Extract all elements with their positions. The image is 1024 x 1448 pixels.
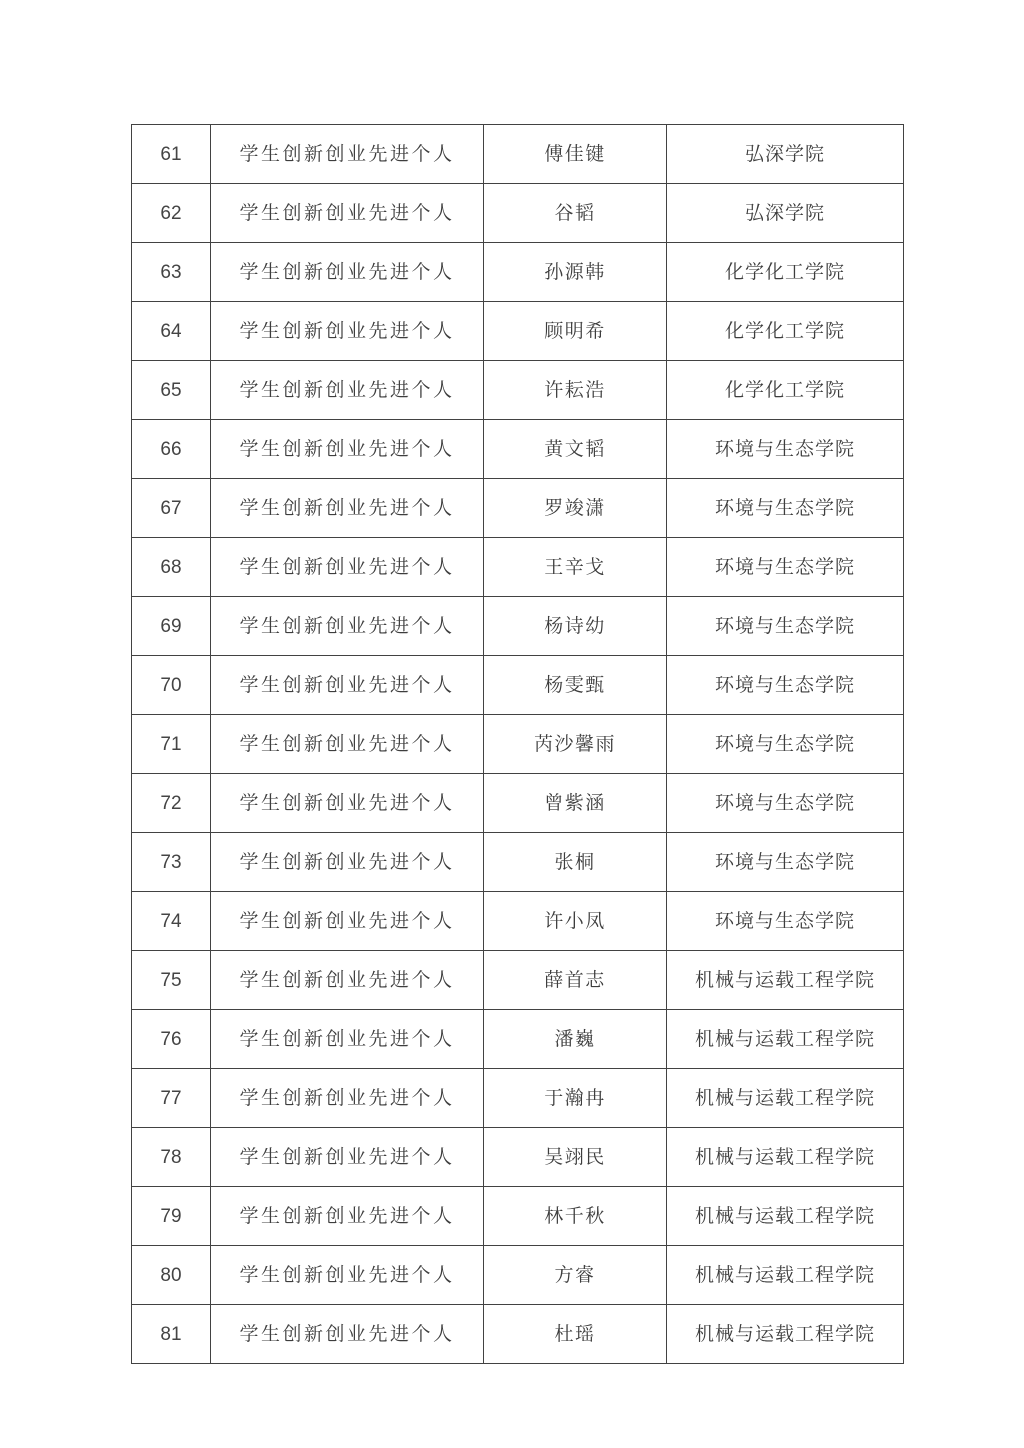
table-row [132,715,904,774]
table-row [132,184,904,243]
awards-table-body [132,125,904,1364]
table-row [132,1010,904,1069]
award-name-cell: 学生创新创业先进个人 [211,302,484,361]
row-number-cell: 62 [132,184,211,243]
table-row [132,597,904,656]
table-row [132,892,904,951]
award-name-cell: 学生创新创业先进个人 [211,656,484,715]
award-name-cell: 学生创新创业先进个人 [211,125,484,184]
college-name-cell: 环境与生态学院 [667,774,904,833]
row-number-cell: 67 [132,479,211,538]
table-row [132,420,904,479]
award-name-cell: 学生创新创业先进个人 [211,538,484,597]
row-number-cell: 65 [132,361,211,420]
table-row [132,243,904,302]
table-row [132,951,904,1010]
row-number-cell: 78 [132,1128,211,1187]
award-name-cell: 学生创新创业先进个人 [211,951,484,1010]
row-number-cell: 71 [132,715,211,774]
award-name-cell: 学生创新创业先进个人 [211,479,484,538]
award-name-cell: 学生创新创业先进个人 [211,1010,484,1069]
person-name-cell: 傅佳键 [484,125,667,184]
person-name-cell: 芮沙馨雨 [484,715,667,774]
person-name-cell: 杜瑶 [484,1305,667,1364]
person-name-cell: 顾明希 [484,302,667,361]
person-name-cell: 许小凤 [484,892,667,951]
college-name-cell: 环境与生态学院 [667,833,904,892]
person-name-cell: 曾紫涵 [484,774,667,833]
college-name-cell: 机械与运载工程学院 [667,951,904,1010]
college-name-cell: 化学化工学院 [667,302,904,361]
awards-table [131,124,904,1364]
table-row [132,1305,904,1364]
table-row [132,1187,904,1246]
row-number-cell: 70 [132,656,211,715]
person-name-cell: 于瀚冉 [484,1069,667,1128]
table-row [132,479,904,538]
college-name-cell: 化学化工学院 [667,243,904,302]
table-row [132,656,904,715]
college-name-cell: 机械与运载工程学院 [667,1246,904,1305]
row-number-cell: 79 [132,1187,211,1246]
person-name-cell: 张桐 [484,833,667,892]
award-name-cell: 学生创新创业先进个人 [211,597,484,656]
person-name-cell: 杨诗幼 [484,597,667,656]
person-name-cell: 罗竣潇 [484,479,667,538]
award-name-cell: 学生创新创业先进个人 [211,715,484,774]
row-number-cell: 63 [132,243,211,302]
row-number-cell: 74 [132,892,211,951]
table-row [132,361,904,420]
table-row [132,1069,904,1128]
row-number-cell: 66 [132,420,211,479]
award-name-cell: 学生创新创业先进个人 [211,1128,484,1187]
person-name-cell: 谷韬 [484,184,667,243]
person-name-cell: 吴翊民 [484,1128,667,1187]
row-number-cell: 81 [132,1305,211,1364]
college-name-cell: 环境与生态学院 [667,656,904,715]
table-row [132,538,904,597]
row-number-cell: 73 [132,833,211,892]
table-row [132,125,904,184]
college-name-cell: 环境与生态学院 [667,715,904,774]
award-name-cell: 学生创新创业先进个人 [211,243,484,302]
award-name-cell: 学生创新创业先进个人 [211,1187,484,1246]
row-number-cell: 77 [132,1069,211,1128]
person-name-cell: 潘巍 [484,1010,667,1069]
person-name-cell: 林千秋 [484,1187,667,1246]
college-name-cell: 机械与运载工程学院 [667,1187,904,1246]
person-name-cell: 杨雯甄 [484,656,667,715]
award-name-cell: 学生创新创业先进个人 [211,1305,484,1364]
row-number-cell: 64 [132,302,211,361]
award-name-cell: 学生创新创业先进个人 [211,420,484,479]
row-number-cell: 69 [132,597,211,656]
college-name-cell: 环境与生态学院 [667,597,904,656]
row-number-cell: 72 [132,774,211,833]
college-name-cell: 机械与运载工程学院 [667,1305,904,1364]
row-number-cell: 68 [132,538,211,597]
award-name-cell: 学生创新创业先进个人 [211,833,484,892]
table-row [132,302,904,361]
person-name-cell: 薛首志 [484,951,667,1010]
college-name-cell: 机械与运载工程学院 [667,1128,904,1187]
table-row [132,833,904,892]
person-name-cell: 孙源韩 [484,243,667,302]
person-name-cell: 许耘浩 [484,361,667,420]
person-name-cell: 黄文韬 [484,420,667,479]
row-number-cell: 76 [132,1010,211,1069]
award-name-cell: 学生创新创业先进个人 [211,184,484,243]
award-name-cell: 学生创新创业先进个人 [211,1069,484,1128]
college-name-cell: 弘深学院 [667,184,904,243]
table-row [132,774,904,833]
award-name-cell: 学生创新创业先进个人 [211,1246,484,1305]
person-name-cell: 方睿 [484,1246,667,1305]
table-row [132,1128,904,1187]
person-name-cell: 王辛戈 [484,538,667,597]
row-number-cell: 61 [132,125,211,184]
award-name-cell: 学生创新创业先进个人 [211,892,484,951]
award-name-cell: 学生创新创业先进个人 [211,774,484,833]
row-number-cell: 75 [132,951,211,1010]
award-name-cell: 学生创新创业先进个人 [211,361,484,420]
college-name-cell: 机械与运载工程学院 [667,1010,904,1069]
college-name-cell: 环境与生态学院 [667,538,904,597]
college-name-cell: 环境与生态学院 [667,420,904,479]
college-name-cell: 环境与生态学院 [667,892,904,951]
row-number-cell: 80 [132,1246,211,1305]
college-name-cell: 环境与生态学院 [667,479,904,538]
college-name-cell: 机械与运载工程学院 [667,1069,904,1128]
college-name-cell: 化学化工学院 [667,361,904,420]
table-row [132,1246,904,1305]
college-name-cell: 弘深学院 [667,125,904,184]
